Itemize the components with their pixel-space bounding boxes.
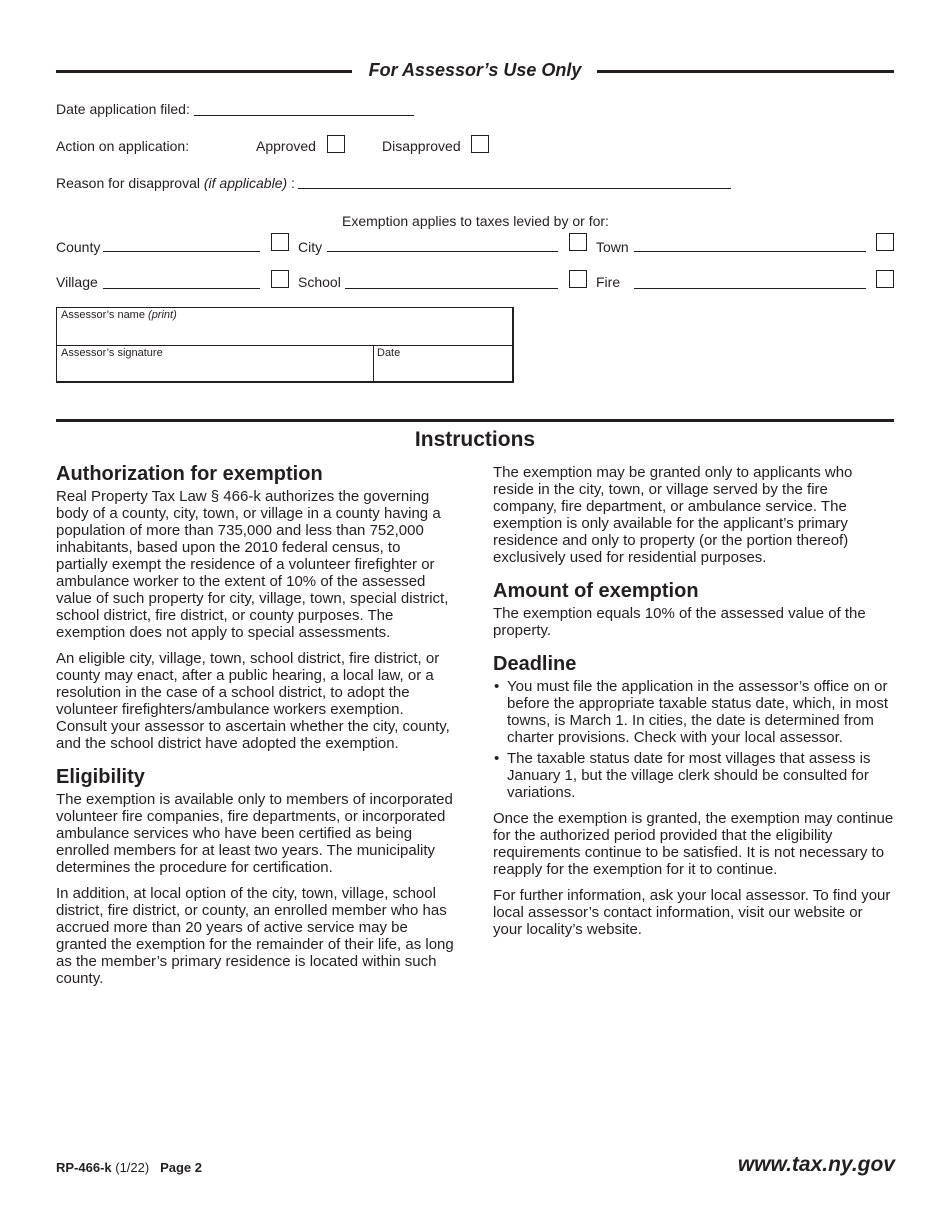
applies-label: Exemption applies to taxes levied by or for:	[342, 213, 609, 229]
reason-label	[56, 175, 295, 191]
approved-label: Approved	[256, 138, 316, 154]
reason-field[interactable]	[298, 188, 731, 189]
authorization-paragraph-2: An eligible city, village, town, school district, fire district, or county may enact, after a public hearing, a local law, or a resolution in the case of a school district, to adopt the volunteer firefighters/ambulance workers exemption. Consult your assessor to ascertain whether the city, county, and the school district have adopted the exemption.	[56, 650, 450, 752]
fire-label: Fire	[596, 274, 621, 290]
eligibility-section	[56, 765, 454, 987]
assessor-name-field[interactable]	[57, 308, 512, 345]
deadline-heading: Deadline	[493, 653, 577, 675]
city-label: City	[298, 239, 323, 255]
town-field[interactable]	[634, 251, 866, 252]
town-label: Town	[596, 239, 629, 255]
school-field[interactable]	[345, 288, 558, 289]
assessor-date-label: Date	[377, 347, 401, 359]
approved-checkbox[interactable]	[327, 135, 345, 153]
form-date: (1/22)	[111, 1160, 150, 1175]
deadline-paragraph-1: Once the exemption is granted, the exemption may continue for the authorized period provided that the eligibility requirements continue to be satisfied. It is not necessary to reapply for the exemption for it to continue.	[493, 810, 894, 878]
assessor-name-note: (print)	[148, 309, 177, 321]
header-rule-right	[597, 70, 894, 73]
instructions-title: Instructions	[414, 428, 536, 451]
bullet-icon: •	[494, 750, 500, 767]
authorization-section	[56, 462, 454, 752]
school-label: School	[298, 274, 341, 290]
county-checkbox[interactable]	[271, 233, 289, 251]
disapproved-checkbox[interactable]	[471, 135, 489, 153]
city-field[interactable]	[327, 251, 558, 252]
amount-section	[493, 579, 894, 639]
eligibility-heading: Eligibility	[56, 766, 145, 788]
assessor-date-field[interactable]	[374, 346, 512, 381]
fire-field[interactable]	[634, 288, 866, 289]
disapproved-label: Disapproved	[382, 138, 461, 154]
deadline-bullet-1: You must file the application in the assessor’s office on or before the appropriate taxable status date, which, in most towns, is March 1. In cities, the date is determined from charter provisions. Check with your local assessor.	[507, 678, 889, 746]
school-checkbox[interactable]	[569, 270, 587, 288]
fire-checkbox[interactable]	[876, 270, 894, 288]
assessor-signature-label: Assessor’s signature	[61, 347, 163, 359]
amount-heading: Amount of exemption	[493, 580, 699, 602]
deadline-bullet-2: The taxable status date for most villages that assess is January 1, but the village clerk should be consulted for variations.	[507, 750, 871, 801]
village-checkbox[interactable]	[271, 270, 289, 288]
residence-paragraph: The exemption may be granted only to applicants who reside in the city, town, or village served by the fire company, fire department, or ambulance service. The exemption is only available for the applicant’s primary residence and only to property (or the portion thereof) exclusively used for residential purposes.	[493, 464, 853, 566]
list-item	[493, 750, 894, 801]
authorization-paragraph-1: Real Property Tax Law § 466-k authorizes the governing body of a county, city, town, or village in a county having a population of more than 735,000 and less than 752,000 inhabitants, based upon the 2010 federal census, to partially exempt the residence of a volunteer firefighter or ambulance worker to the extent of 10% of the assessed value of such property for city, village, town, special district, school district, fire district, or county purposes. The exemption does not apply to special assessments.	[56, 488, 449, 641]
footer-form-info	[56, 1160, 202, 1175]
amount-paragraph: The exemption equals 10% of the assessed value of the property.	[493, 605, 866, 639]
county-field[interactable]	[103, 251, 260, 252]
deadline-paragraph-2: For further information, ask your local assessor. To find your local assessor’s contact information, visit our website or your locality’s website.	[493, 887, 891, 938]
eligibility-paragraph-1: The exemption is available only to members of incorporated volunteer fire companies, fire departments, or incorporated ambulance services who have been certified as being enrolled members for at least two years. The municipality determines the procedure for certification.	[56, 791, 453, 876]
town-checkbox[interactable]	[876, 233, 894, 251]
city-checkbox[interactable]	[569, 233, 587, 251]
instructions-left-column	[56, 462, 454, 1000]
deadline-list	[493, 678, 894, 801]
assessor-signature-field[interactable]	[57, 346, 373, 381]
instructions-rule	[56, 419, 894, 422]
list-item	[493, 678, 894, 746]
deadline-section	[493, 652, 894, 938]
assessor-box	[56, 307, 514, 383]
instructions-right-column	[493, 464, 894, 951]
residence-section	[493, 464, 894, 566]
authorization-heading: Authorization for exemption	[56, 463, 323, 485]
website-link[interactable]: www.tax.ny.gov	[737, 1153, 895, 1176]
eligibility-paragraph-2: In addition, at local option of the city, town, village, school district, fire district, or county, an enrolled member who has accrued more than 20 years of active service may be granted the exemption for the remainder of their life, as long as the member’s primary residence is located within such county.	[56, 885, 454, 987]
action-label: Action on application:	[56, 138, 190, 154]
assessor-name-text: Assessor’s name	[61, 309, 145, 321]
county-label: County	[56, 239, 101, 255]
reason-colon: :	[287, 175, 295, 191]
form-id: RP-466-k	[56, 1160, 112, 1175]
reason-note: (if applicable)	[203, 175, 288, 191]
reason-label-text: Reason for disapproval	[56, 175, 200, 191]
page-number: Page 2	[160, 1160, 202, 1175]
village-field[interactable]	[103, 288, 260, 289]
village-label: Village	[56, 274, 98, 290]
header-rule-left	[56, 70, 352, 73]
assessor-use-title: For Assessor’s Use Only	[368, 60, 582, 80]
date-filed-label: Date application filed:	[56, 101, 190, 117]
date-filed-field[interactable]	[194, 115, 414, 116]
bullet-icon: •	[494, 678, 500, 695]
